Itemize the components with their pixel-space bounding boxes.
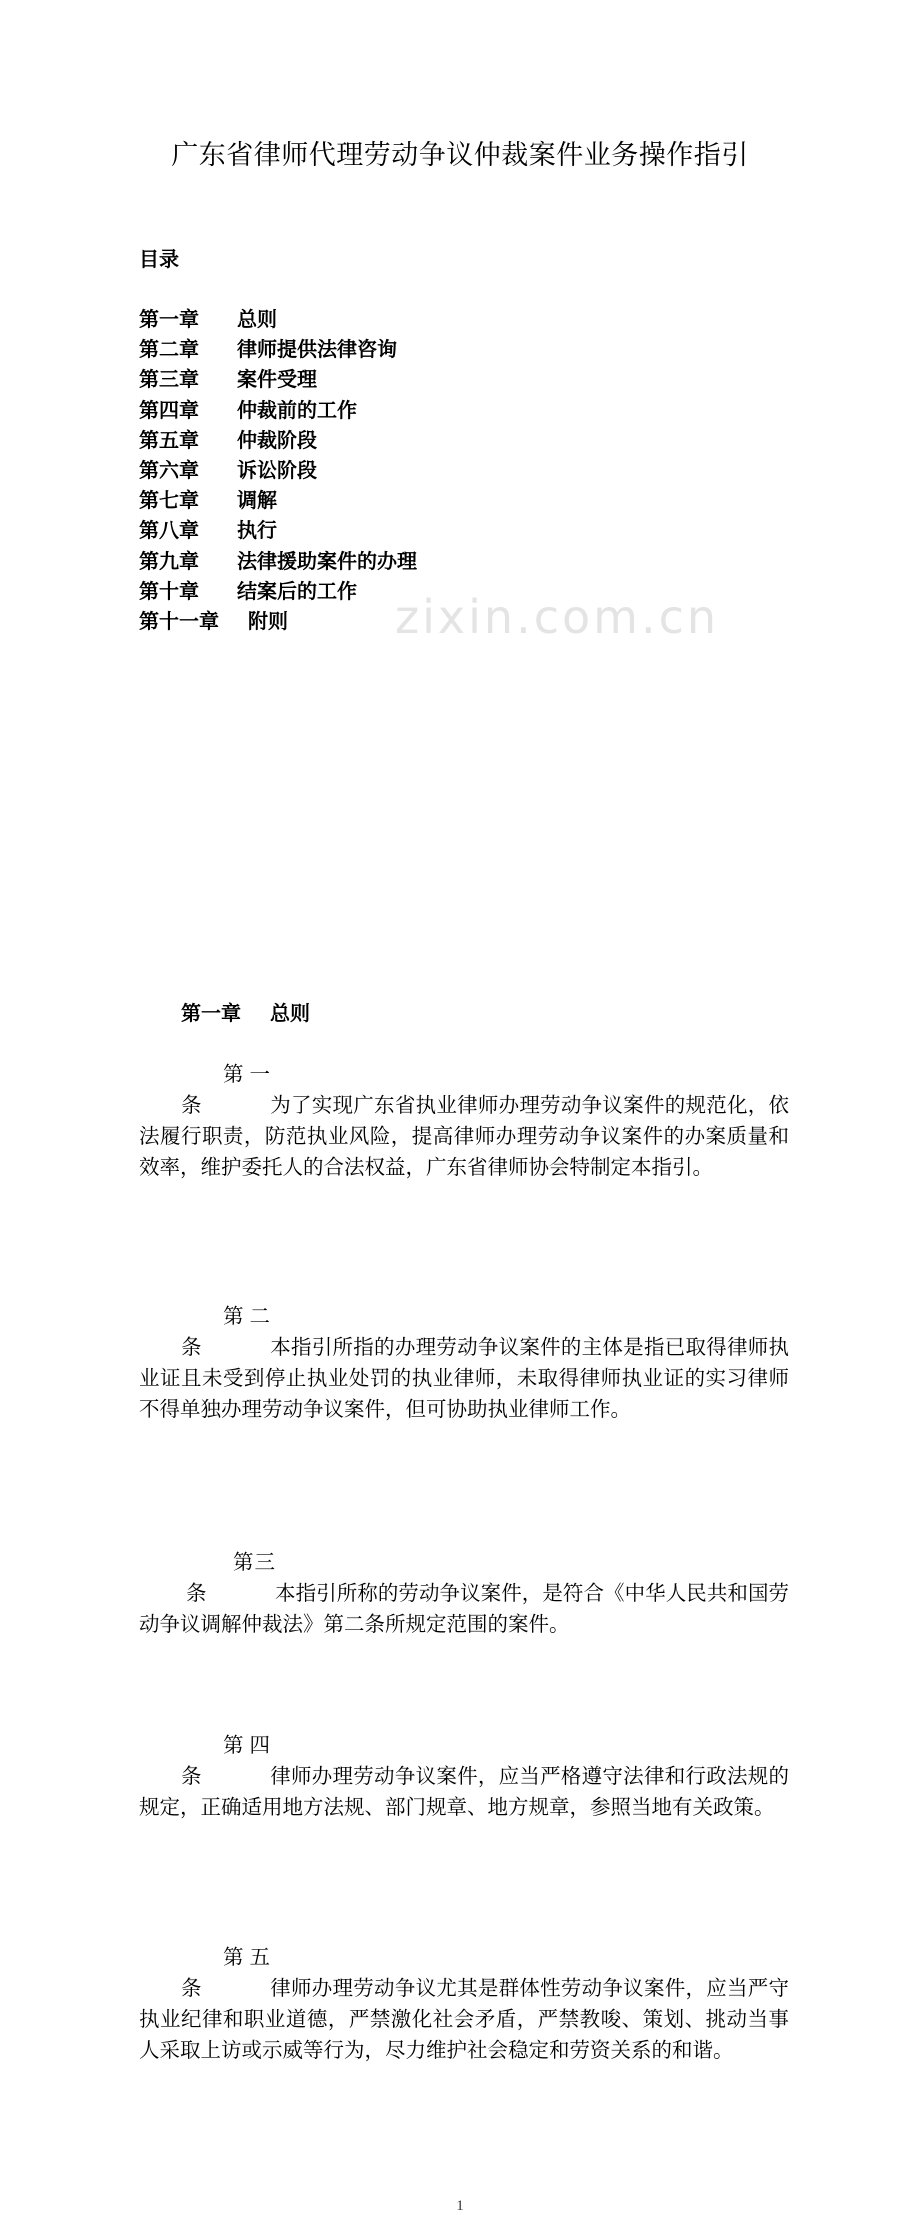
page-number: 1 bbox=[456, 2198, 464, 2215]
toc-chapter-name: 调解 bbox=[237, 488, 277, 513]
article-text: 本指引所称的劳动争议案件，是符合《中华人民共和国劳动争议调解仲裁法》第二条所规定范围的案件。 bbox=[139, 1581, 789, 1637]
toc-chapter-name: 诉讼阶段 bbox=[237, 457, 317, 482]
toc-chapter-number: 第四章 bbox=[139, 397, 199, 422]
toc-chapter-name: 仲裁前的工作 bbox=[237, 397, 357, 422]
article-label: 第四条 bbox=[181, 1733, 270, 1789]
article-text: 为了实现广东省执业律师办理劳动争议案件的规范化，依法履行职责，防范执业风险，提高律师办理劳动争议案件的办案质量和效率，维护委托人的合法权益，广东省律师协会特制定本指引。 bbox=[139, 1093, 789, 1180]
toc-chapter-number: 第七章 bbox=[139, 488, 199, 513]
toc-chapter-number: 第十章 bbox=[139, 578, 199, 603]
toc-chapter-name: 仲裁阶段 bbox=[237, 427, 317, 452]
toc-chapter-name: 执行 bbox=[237, 518, 277, 543]
article-label: 第五条 bbox=[181, 1945, 270, 2001]
toc-chapter-number: 第二章 bbox=[139, 337, 199, 362]
toc-chapter-name: 结案后的工作 bbox=[237, 578, 357, 603]
toc-item bbox=[139, 395, 920, 425]
chapter-name: 总则 bbox=[270, 1001, 310, 1026]
toc-chapter-number: 第六章 bbox=[139, 457, 199, 482]
article-paragraph bbox=[139, 1942, 789, 2066]
toc-chapter-number: 第十一章 bbox=[139, 608, 219, 633]
toc-chapter-name: 律师提供法律咨询 bbox=[237, 337, 397, 362]
toc-heading: 目录 bbox=[139, 247, 179, 271]
toc-chapter-number: 第五章 bbox=[139, 427, 199, 452]
toc-chapter-name: 附则 bbox=[248, 608, 288, 633]
article-text: 律师办理劳动争议案件，应当严格遵守法律和行政法规的规定，正确适用地方法规、部门规章、地方规章，参照当地有关政策。 bbox=[139, 1764, 789, 1820]
toc-chapter-number: 第九章 bbox=[139, 548, 199, 573]
article-paragraph bbox=[139, 1301, 789, 1425]
article-paragraph bbox=[139, 1730, 789, 1823]
chapter-heading bbox=[181, 998, 920, 1028]
table-of-contents bbox=[139, 304, 920, 636]
toc-item bbox=[139, 304, 920, 334]
toc-chapter-name: 法律援助案件的办理 bbox=[237, 548, 417, 573]
article-label: 第三条 bbox=[186, 1550, 275, 1606]
toc-chapter-number: 第三章 bbox=[139, 367, 199, 392]
chapter-number: 第一章 bbox=[181, 1001, 241, 1026]
toc-item bbox=[139, 515, 920, 545]
toc-item bbox=[139, 455, 920, 485]
article-paragraph bbox=[139, 1547, 789, 1640]
article-paragraph bbox=[139, 1059, 789, 1183]
toc-item bbox=[139, 576, 920, 606]
toc-item bbox=[139, 546, 920, 576]
toc-chapter-number: 第八章 bbox=[139, 518, 199, 543]
toc-item bbox=[139, 425, 920, 455]
toc-chapter-number: 第一章 bbox=[139, 307, 199, 331]
article-text: 本指引所指的办理劳动争议案件的主体是指已取得律师执业证且未受到停止执业处罚的执业律师，未取得律师执业证的实习律师不得单独办理劳动争议案件，但可协助执业律师工作。 bbox=[139, 1335, 789, 1422]
article-text: 律师办理劳动争议尤其是群体性劳动争议案件，应当严守执业纪律和职业道德，严禁激化社会矛盾，严禁教唆、策划、挑动当事人采取上访或示威等行为，尽力维护社会稳定和劳资关系的和谐。 bbox=[139, 1976, 789, 2063]
toc-chapter-name: 案件受理 bbox=[237, 367, 317, 392]
toc-item bbox=[139, 334, 920, 364]
toc-item bbox=[139, 606, 920, 636]
toc-item bbox=[139, 364, 920, 394]
article-label: 第一条 bbox=[181, 1062, 270, 1118]
document-title: 广东省律师代理劳动争议仲裁案件业务操作指引 bbox=[171, 140, 749, 171]
toc-item bbox=[139, 485, 920, 515]
watermark: zixin.com.cn bbox=[395, 590, 720, 644]
toc-chapter-name: 总则 bbox=[237, 307, 277, 331]
article-label: 第二条 bbox=[181, 1304, 270, 1360]
